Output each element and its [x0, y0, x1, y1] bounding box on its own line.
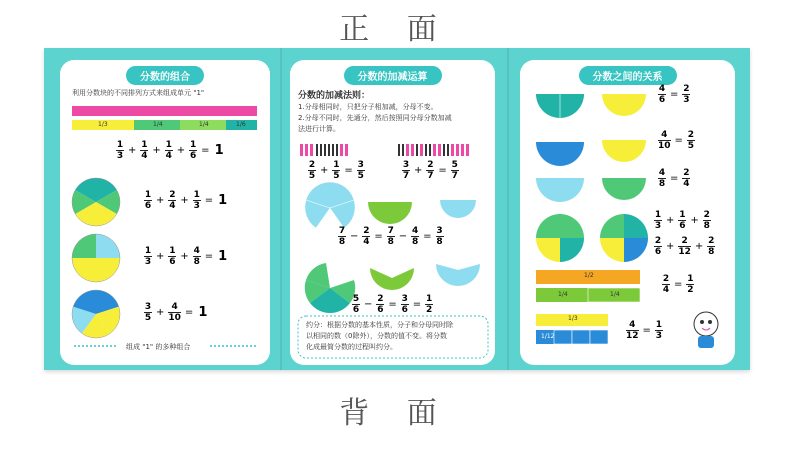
denominator: 6: [144, 200, 152, 211]
denominator: 6: [401, 304, 408, 315]
half-disc-lightblue: [536, 178, 584, 202]
panel-fraction-combination: [60, 60, 270, 365]
board-fold-right: [507, 48, 509, 370]
denominator: 8: [193, 256, 200, 267]
bar-twelfth-3: [572, 330, 590, 344]
denominator: 5: [357, 170, 364, 181]
denominator: 6: [658, 94, 666, 105]
bar-label-third: 1/3: [568, 315, 578, 322]
numerator: 7: [338, 225, 346, 236]
operator: +: [666, 215, 675, 226]
denominator: 4: [141, 150, 148, 161]
operator: −: [350, 231, 359, 242]
operator: =: [670, 173, 679, 184]
operator: +: [176, 145, 186, 156]
fraction: [193, 247, 201, 267]
result: 1: [218, 193, 228, 208]
denominator: 6: [377, 304, 384, 315]
rule-title: 分数的加减法则：: [298, 91, 371, 101]
result: 1: [218, 249, 228, 264]
fraction: [682, 169, 690, 189]
strip-whole: [72, 106, 257, 116]
half-disc-blue: [536, 142, 584, 166]
numerator: 2: [427, 159, 434, 170]
bar-label-twelfth-1: 1/12: [541, 333, 555, 340]
numerator: 2: [169, 189, 176, 200]
operator: +: [690, 215, 699, 226]
fraction: [436, 227, 444, 247]
bar-twelfth-4: [590, 330, 608, 344]
half-disc-yellow: [602, 94, 646, 116]
numerator: 1: [169, 245, 176, 256]
denominator: 2: [426, 304, 433, 315]
numerator: 1: [654, 209, 662, 220]
fraction: [189, 141, 197, 161]
operator: =: [374, 231, 383, 242]
panel-fraction-relations: [520, 60, 735, 365]
operator: =: [670, 89, 679, 100]
denominator: 12: [678, 246, 691, 257]
half-disc-yellow-2: [602, 140, 646, 162]
numerator: 3: [144, 301, 152, 312]
fan-green-3: [305, 263, 355, 313]
operator: =: [674, 279, 683, 290]
rel-eq-1: [656, 84, 692, 105]
fraction: [658, 169, 666, 189]
numerator: 1: [687, 273, 694, 284]
barcode-strip-2: [398, 144, 469, 156]
rel-eq-4b: [652, 236, 717, 257]
denominator: 5: [687, 140, 695, 151]
operator: =: [344, 165, 353, 176]
fraction: [703, 211, 711, 231]
pie-1: [72, 178, 120, 226]
light-blue-fan-3: [436, 264, 480, 286]
result: 1: [214, 143, 224, 158]
fraction: [376, 295, 384, 315]
operator: +: [156, 195, 165, 206]
operator: =: [438, 165, 447, 176]
numerator: 1: [141, 139, 148, 150]
denominator: 4: [662, 284, 670, 295]
denominator: 8: [436, 236, 443, 247]
denominator: 3: [116, 150, 124, 161]
denominator: 4: [363, 236, 370, 247]
strip-label-quarter-2: 1/4: [199, 121, 209, 128]
numerator: 3: [402, 159, 410, 170]
fraction: [308, 161, 316, 181]
numerator: 1: [190, 139, 197, 150]
numerator: 3: [401, 293, 408, 304]
denominator: 7: [402, 170, 410, 181]
denominator: 12: [626, 330, 639, 341]
fraction: [654, 237, 662, 257]
operator: =: [184, 307, 194, 318]
numerator: 2: [308, 159, 316, 170]
strip-label-quarter: 1/4: [153, 121, 163, 128]
numerator: 2: [703, 209, 710, 220]
rel-eq-4a: [652, 210, 713, 231]
fraction: [144, 191, 152, 211]
rel-eq-3: [656, 168, 692, 189]
denominator: 6: [169, 256, 176, 267]
note-line-3: 化成最简分数的过程叫约分。: [306, 343, 397, 351]
numerator: 2: [683, 167, 690, 178]
numerator: 1: [426, 293, 433, 304]
numerator: 2: [662, 273, 670, 284]
fraction: [401, 295, 409, 315]
denominator: 5: [308, 170, 316, 181]
fraction: [682, 85, 690, 105]
panel-title: 分数的加减运算: [344, 66, 442, 85]
denominator: 8: [708, 246, 715, 257]
numerator: 4: [193, 245, 200, 256]
denominator: 4: [165, 150, 172, 161]
fraction: [425, 295, 433, 315]
fraction: [116, 141, 124, 161]
denominator: 8: [412, 236, 419, 247]
board-fold-left: [280, 48, 282, 370]
fraction: [332, 161, 340, 181]
fraction: [193, 191, 201, 211]
numerator: 2: [363, 225, 370, 236]
strip-label-third: 1/3: [98, 121, 108, 128]
fraction: [402, 161, 410, 181]
numerator: 2: [708, 235, 715, 246]
bar-twelfth-2: [554, 330, 572, 344]
operator: =: [204, 195, 214, 206]
fraction: [678, 237, 691, 257]
fraction: [426, 161, 434, 181]
fraction: [658, 131, 671, 151]
numerator: 4: [658, 167, 666, 178]
bottom-heading: 背 面: [339, 396, 451, 431]
numerator: 4: [629, 319, 636, 330]
numerator: 3: [436, 225, 443, 236]
rule-2: 2.分母不同时，先通分，然后按照同分母分数加减: [298, 114, 452, 122]
bar-label-quarter-1: 1/4: [558, 291, 568, 298]
denominator: 10: [658, 140, 671, 151]
note-line-2: 以相同的数（0除外），分数的值不变。将分数: [306, 332, 447, 340]
denominator: 8: [703, 220, 710, 231]
numerator: 1: [193, 189, 200, 200]
denominator: 3: [683, 94, 690, 105]
numerator: 1: [144, 245, 152, 256]
numerator: 1: [144, 189, 152, 200]
panel-title: 分数之间的关系: [579, 66, 677, 85]
pie-2: [72, 234, 120, 282]
operator: =: [388, 299, 397, 310]
denominator: 7: [451, 170, 458, 181]
fraction: [387, 227, 395, 247]
numerator: 2: [683, 83, 690, 94]
denominator: 2: [687, 284, 694, 295]
fraction: [168, 247, 176, 267]
denominator: 7: [427, 170, 434, 181]
fraction: [451, 161, 459, 181]
mixed-pie-2: [600, 214, 648, 262]
numerator: 1: [679, 209, 686, 220]
barcode-strip-1: [300, 144, 348, 156]
strip-label-sixth: 1/6: [236, 121, 246, 128]
eq-add-2: [400, 160, 461, 181]
numerator: 4: [658, 83, 666, 94]
equation-row-2: [142, 190, 227, 211]
operator: =: [423, 231, 432, 242]
operator: +: [156, 307, 165, 318]
operator: +: [156, 251, 165, 262]
light-blue-fan-2: [440, 200, 476, 218]
fraction: [352, 295, 360, 315]
fraction: [140, 141, 148, 161]
mixed-pie: [536, 214, 584, 262]
fraction: [654, 211, 662, 231]
operator: +: [180, 251, 189, 262]
numerator: 1: [333, 159, 340, 170]
numerator: 2: [687, 129, 695, 140]
denominator: 3: [654, 220, 662, 231]
pie-3: [72, 290, 120, 338]
operator: +: [152, 145, 161, 156]
fraction: [687, 131, 695, 151]
rel-eq-2: [656, 130, 697, 151]
panel-footer: 组成 "1" 的多种组合: [126, 343, 191, 351]
equation-row-4: [142, 302, 207, 323]
operator: =: [642, 325, 651, 336]
rel-eq-6: [624, 320, 665, 341]
fraction: [144, 303, 152, 323]
numerator: 7: [387, 225, 394, 236]
rel-eq-5: [660, 274, 696, 295]
fraction: [168, 191, 176, 211]
eq-add-1: [306, 160, 367, 181]
numerator: 1: [165, 139, 172, 150]
fraction: [678, 211, 686, 231]
operator: =: [201, 145, 210, 156]
numerator: 3: [357, 159, 364, 170]
denominator: 8: [387, 236, 394, 247]
operator: +: [694, 241, 704, 252]
fraction: [357, 161, 365, 181]
rule-1: 1.分母相同时，只把分子相加减，分母不变。: [298, 103, 438, 111]
denominator: 6: [190, 150, 197, 161]
mascot-illustration: [694, 312, 718, 348]
fraction: [662, 275, 670, 295]
numerator: 2: [654, 235, 662, 246]
numerator: 4: [171, 301, 178, 312]
denominator: 6: [654, 246, 662, 257]
fraction: [362, 227, 370, 247]
denominator: 8: [338, 236, 346, 247]
numerator: 1: [116, 139, 124, 150]
operator: +: [666, 241, 675, 252]
numerator: 5: [352, 293, 360, 304]
green-wedge-2: [370, 268, 414, 290]
eq-sub-2: [350, 294, 435, 315]
denominator: 10: [168, 312, 181, 323]
numerator: 1: [655, 319, 663, 330]
operator: +: [180, 195, 189, 206]
denominator: 5: [333, 170, 340, 181]
denominator: 4: [683, 178, 690, 189]
operator: −: [364, 299, 373, 310]
green-half-1: [368, 202, 412, 224]
fraction: [655, 321, 663, 341]
fraction: [338, 227, 346, 247]
numerator: 5: [451, 159, 458, 170]
operator: =: [412, 299, 422, 310]
fraction: [411, 227, 419, 247]
numerator: 4: [661, 129, 668, 140]
denominator: 8: [658, 178, 666, 189]
numerator: 4: [412, 225, 419, 236]
numerator: 2: [681, 235, 688, 246]
half-disc-green-2: [602, 178, 646, 200]
equation-row-3: [142, 246, 227, 267]
fraction: [144, 247, 152, 267]
fraction: [707, 237, 715, 257]
top-heading: 正 面: [339, 12, 451, 47]
operator: +: [414, 165, 423, 176]
eq-sub-1: [336, 226, 446, 247]
fraction: [686, 275, 694, 295]
note-line-1: 约分：根据分数的基本性质，分子和分母同时除: [306, 321, 453, 329]
denominator: 4: [169, 200, 176, 211]
equation-row-1: [114, 140, 224, 161]
result: 1: [198, 305, 208, 320]
panel-addition-subtraction: [290, 60, 495, 365]
operator: −: [398, 231, 408, 242]
fraction: [168, 303, 181, 323]
denominator: 5: [144, 312, 152, 323]
fraction: [626, 321, 639, 341]
fraction: [658, 85, 666, 105]
operator: =: [674, 135, 683, 146]
denominator: 3: [144, 256, 152, 267]
bar-label-half: 1/2: [584, 272, 594, 279]
denominator: 6: [679, 220, 686, 231]
operator: +: [320, 165, 329, 176]
fan-light-blue-1: [305, 182, 355, 228]
rule-3: 法进行计算。: [298, 125, 340, 133]
denominator: 3: [655, 330, 663, 341]
operator: =: [204, 251, 214, 262]
panel-subtitle: 利用分数块的不同排列方式来组成单元 "1": [72, 89, 205, 97]
denominator: 6: [352, 304, 360, 315]
panel-title: 分数的组合: [126, 66, 204, 85]
bar-label-quarter-2: 1/4: [610, 291, 620, 298]
fraction: [165, 141, 173, 161]
numerator: 2: [377, 293, 384, 304]
operator: +: [128, 145, 137, 156]
denominator: 3: [193, 200, 200, 211]
